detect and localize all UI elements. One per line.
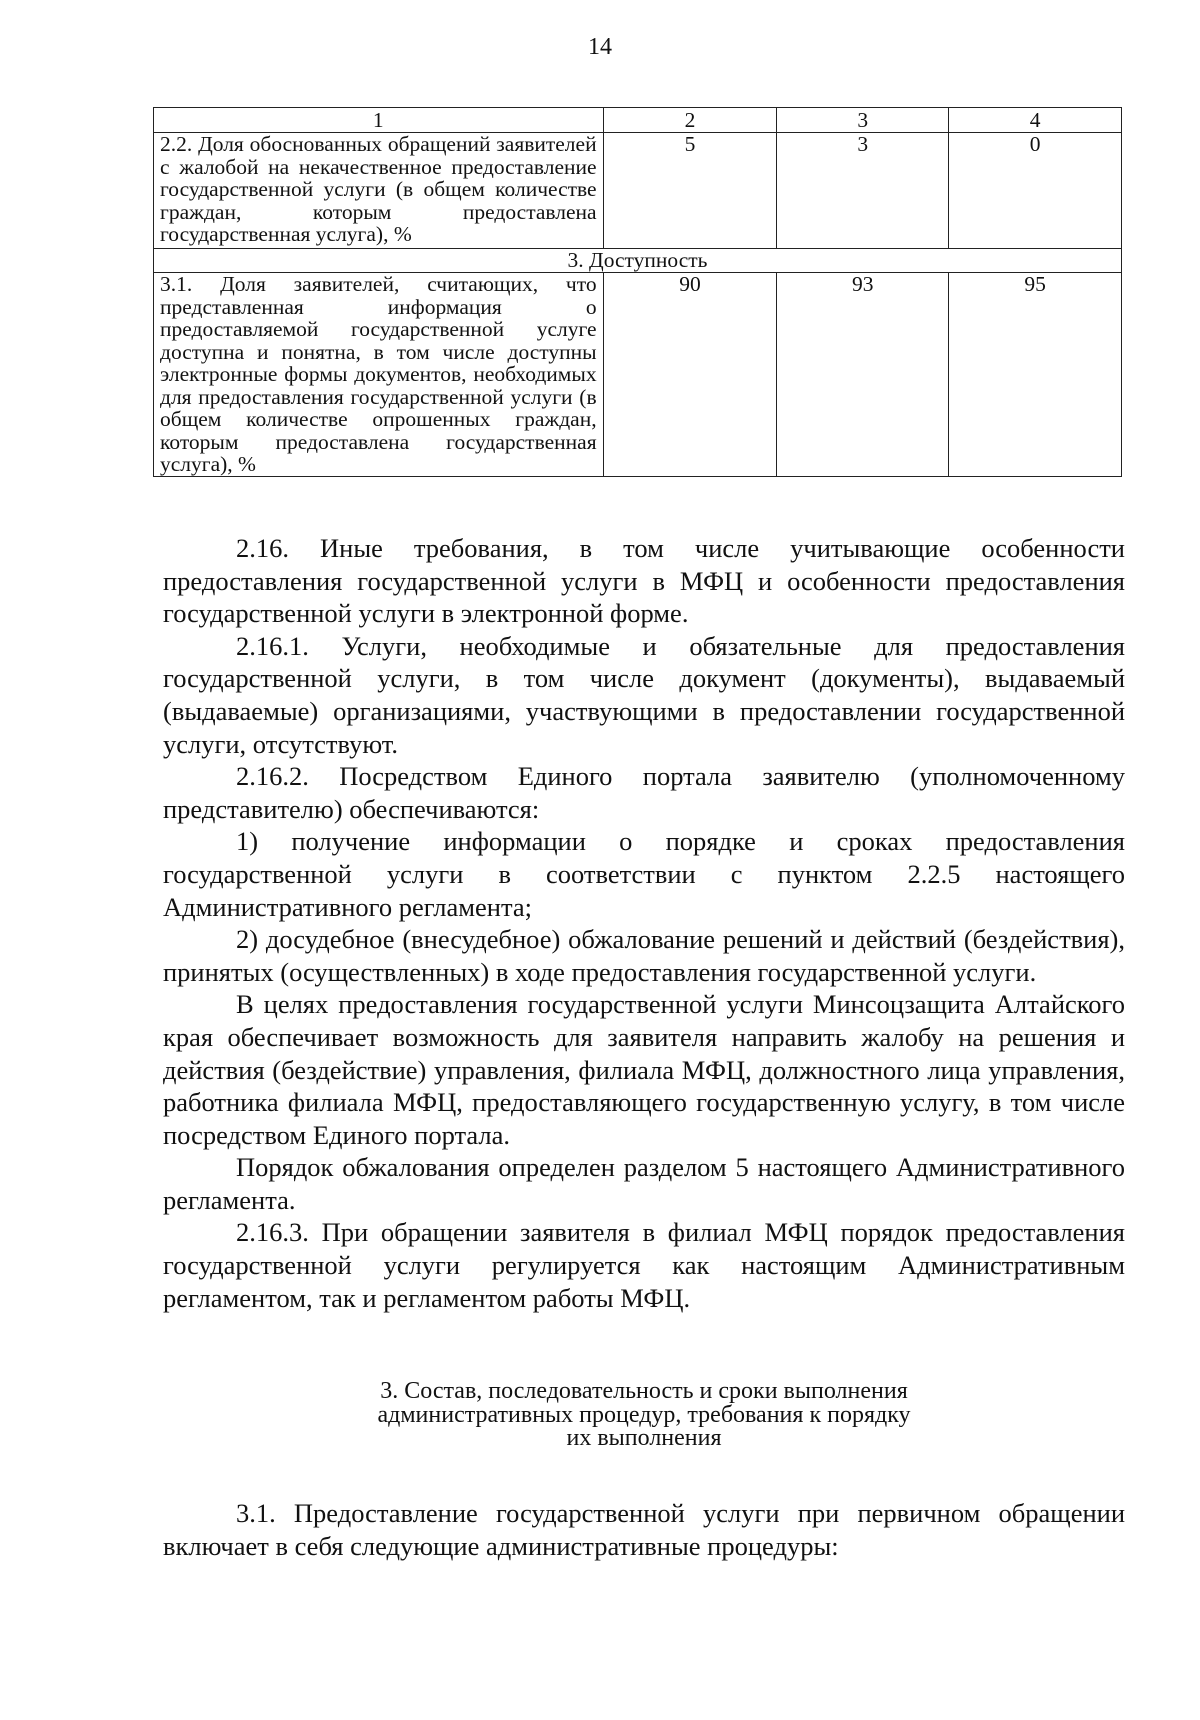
- paragraph: 2.16.1. Услуги, необходимые и обязательные для предоставления государственной услуги, в том числе документ (документы), выдаваемый (выдаваемые) организациями, участвующими в предоставлении государственной услуги, отсутствуют.: [163, 630, 1125, 759]
- table-row: [154, 273, 1122, 477]
- paragraph: 1) получение информации о порядке и сроках предоставления государственной услуги в соответствии с пунктом 2.2.5 настоящего Административного регламента;: [163, 826, 1125, 922]
- body-text-final: [163, 1497, 1125, 1562]
- indicator-cell: 3.1. Доля заявителей, считающих, что представленная информация о предоставляемой государственной услуге доступна и понятна, в том числе доступны электронные формы документов, необходимых для предоставления государственной услуги (в общем количестве опрошенных граждан, которым предоставлена государственная услуга), %: [154, 273, 604, 477]
- value-cell: 90: [603, 273, 777, 477]
- section-label: 3. Доступность: [154, 249, 1122, 273]
- column-header: 4: [949, 108, 1122, 133]
- paragraph: 3.1. Предоставление государственной услуги при первичном обращении включает в себя следующие административные процедуры:: [163, 1498, 1125, 1561]
- column-header: 3: [777, 108, 949, 133]
- indicators-table: [153, 107, 1122, 477]
- table-section-row: [154, 249, 1122, 273]
- indicator-cell: 2.2. Доля обоснованных обращений заявителей с жалобой на некачественное предоставление государственной услуги (в общем количестве граждан, которым предоставлена государственная услуга), %: [154, 133, 604, 249]
- value-cell: 95: [949, 273, 1122, 477]
- value-cell: 0: [949, 133, 1122, 249]
- body-text: [163, 532, 1125, 1314]
- page-number: 14: [588, 34, 612, 60]
- paragraph: 2.16.2. Посредством Единого портала заявителю (уполномоченному представителю) обеспечиваются:: [163, 761, 1125, 824]
- paragraph: 2.16. Иные требования, в том числе учитывающие особенности предоставления государственной услуги в МФЦ и особенности предоставления государственной услуги в электронной форме.: [163, 533, 1125, 629]
- paragraph: Порядок обжалования определен разделом 5 настоящего Административного регламента.: [163, 1152, 1125, 1215]
- paragraph: 2) досудебное (внесудебное) обжалование решений и действий (бездействия), принятых (осуществленных) в ходе предоставления государственной услуги.: [163, 924, 1125, 987]
- table-header-row: [154, 108, 1122, 133]
- heading-line: административных процедур, требования к порядку: [377, 1401, 911, 1428]
- heading-line: их выполнения: [566, 1425, 722, 1451]
- value-cell: 3: [777, 133, 949, 249]
- column-header: 2: [603, 108, 777, 133]
- value-cell: 93: [777, 273, 949, 477]
- column-header: 1: [154, 108, 604, 133]
- paragraph: 2.16.3. При обращении заявителя в филиал МФЦ порядок предоставления государственной услуги регулируется как настоящим Административным регламентом, так и регламентом работы МФЦ.: [163, 1217, 1125, 1313]
- value-cell: 5: [603, 133, 777, 249]
- heading-line: 3. Состав, последовательность и сроки выполнения: [380, 1378, 908, 1404]
- section-heading: [163, 1380, 1125, 1451]
- paragraph: В целях предоставления государственной услуги Минсоцзащита Алтайского края обеспечивает возможность для заявителя направить жалобу на решения и действия (бездействие) управления, филиала МФЦ, должностного лица управления, работника филиала МФЦ, предоставляющего государственную услугу, в том числе посредством Единого портала.: [163, 989, 1125, 1150]
- table-row: [154, 133, 1122, 249]
